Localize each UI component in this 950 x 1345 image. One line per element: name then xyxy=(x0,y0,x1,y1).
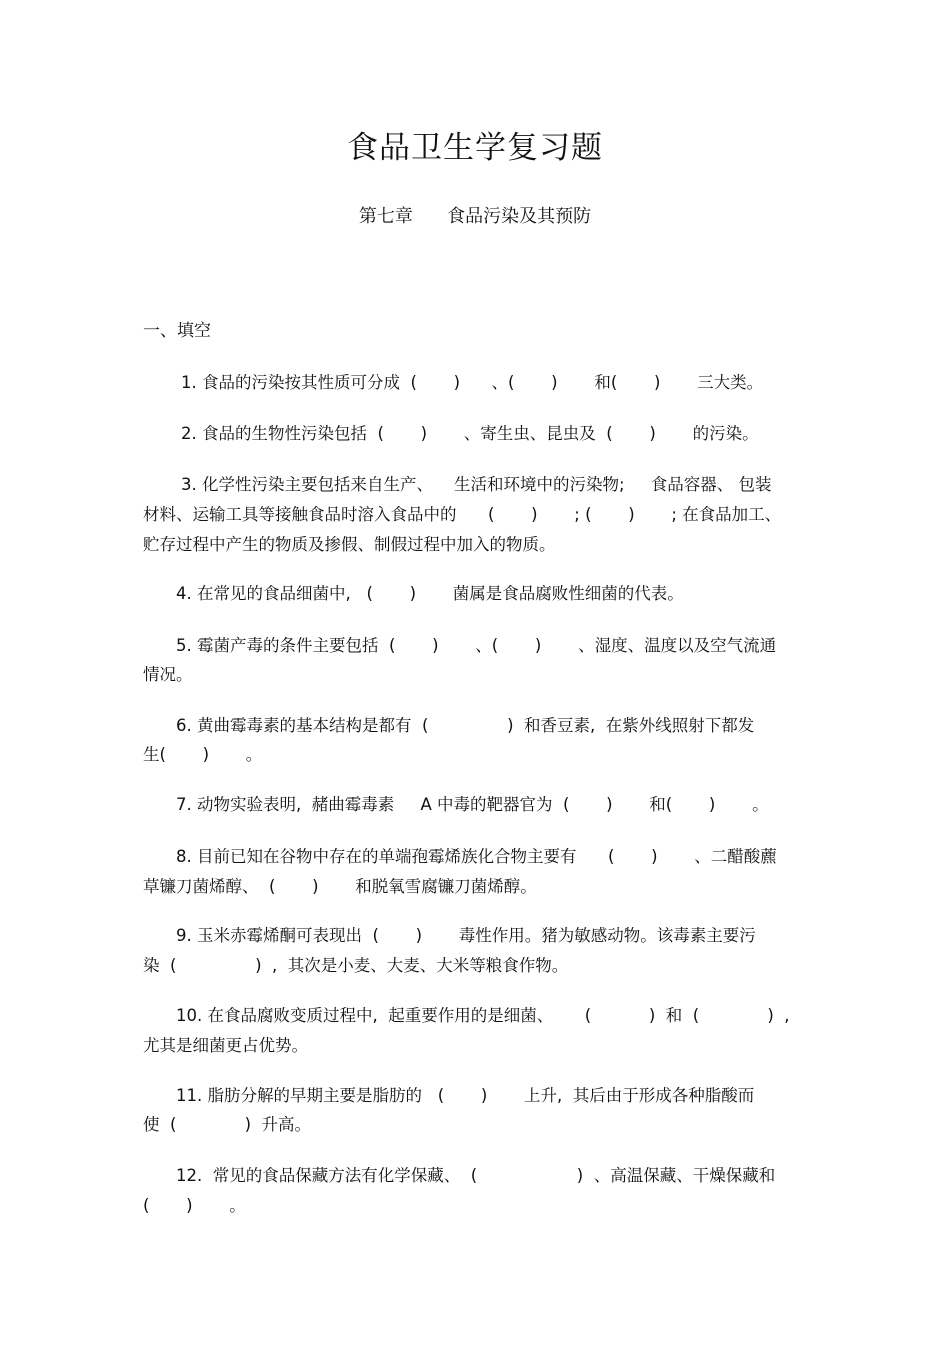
question-3-line-2: 材料、运输工具等接触食品时溶入食品中的 ( ) ; ( ) ; 在食品加工、 xyxy=(143,505,782,524)
section-heading: 一、填空 xyxy=(143,321,211,341)
question-1-line-1: 1. 食品的污染按其性质可分成 ( ) 、( ) 和( ) 三大类。 xyxy=(181,373,764,392)
question-2-line-1: 2. 食品的生物性污染包括 ( ) 、寄生虫、昆虫及 ( ) 的污染。 xyxy=(181,424,759,443)
question-10-line-2: 尤其是细菌更占优势。 xyxy=(143,1036,308,1055)
question-10-line-1: 10. 在食品腐败变质过程中, 起重要作用的是细菌、 ( ) 和 ( ) , xyxy=(176,1006,790,1025)
question-6-line-1: 6. 黄曲霉毒素的基本结构是都有 ( ) 和香豆素, 在紫外线照射下都发 xyxy=(176,716,755,735)
question-6-line-2: 生( ) 。 xyxy=(143,745,263,764)
question-4-line-1: 4. 在常见的食品细菌中, ( ) 菌属是食品腐败性细菌的代表。 xyxy=(176,584,684,603)
question-3-line-1: 3. 化学性污染主要包括来自生产、 生活和环境中的污染物; 食品容器、 包装 xyxy=(181,475,772,494)
chapter-heading: 第七章 食品污染及其预防 xyxy=(358,206,592,227)
question-8-line-1: 8. 目前已知在谷物中存在的单端孢霉烯族化合物主要有 ( ) 、二醋酸藨 xyxy=(176,847,777,866)
question-12-line-2: ( ) 。 xyxy=(143,1196,246,1215)
question-9-line-1: 9. 玉米赤霉烯酮可表现出 ( ) 毒性作用。猪为敏感动物。该毒素主要污 xyxy=(176,926,756,945)
page-title: 食品卫生学复习题 xyxy=(347,130,603,166)
question-9-line-2: 染 ( ) , 其次是小麦、大麦、大米等粮食作物。 xyxy=(143,956,569,975)
question-5-line-1: 5. 霉菌产毒的条件主要包括 ( ) 、( ) 、湿度、温度以及空气流通 xyxy=(176,636,777,655)
question-8-line-2: 草镰刀菌烯醇、 ( ) 和脱氧雪腐镰刀菌烯醇。 xyxy=(143,877,537,896)
question-5-line-2: 情况。 xyxy=(143,665,193,684)
question-11-line-2: 使 ( ) 升高。 xyxy=(143,1115,312,1134)
question-3-line-3: 贮存过程中产生的物质及掺假、制假过程中加入的物质。 xyxy=(143,535,556,554)
question-11-line-1: 11. 脂肪分解的早期主要是脂肪的 ( ) 上升, 其后由于形成各种脂酸而 xyxy=(176,1086,755,1105)
question-12-line-1: 12. 常见的食品保藏方法有化学保藏、 ( ) 、高温保藏、干燥保藏和 xyxy=(176,1166,776,1185)
question-7-line-1: 7. 动物实验表明, 赭曲霉毒素 A 中毒的靶器官为 ( ) 和( ) 。 xyxy=(176,795,769,814)
